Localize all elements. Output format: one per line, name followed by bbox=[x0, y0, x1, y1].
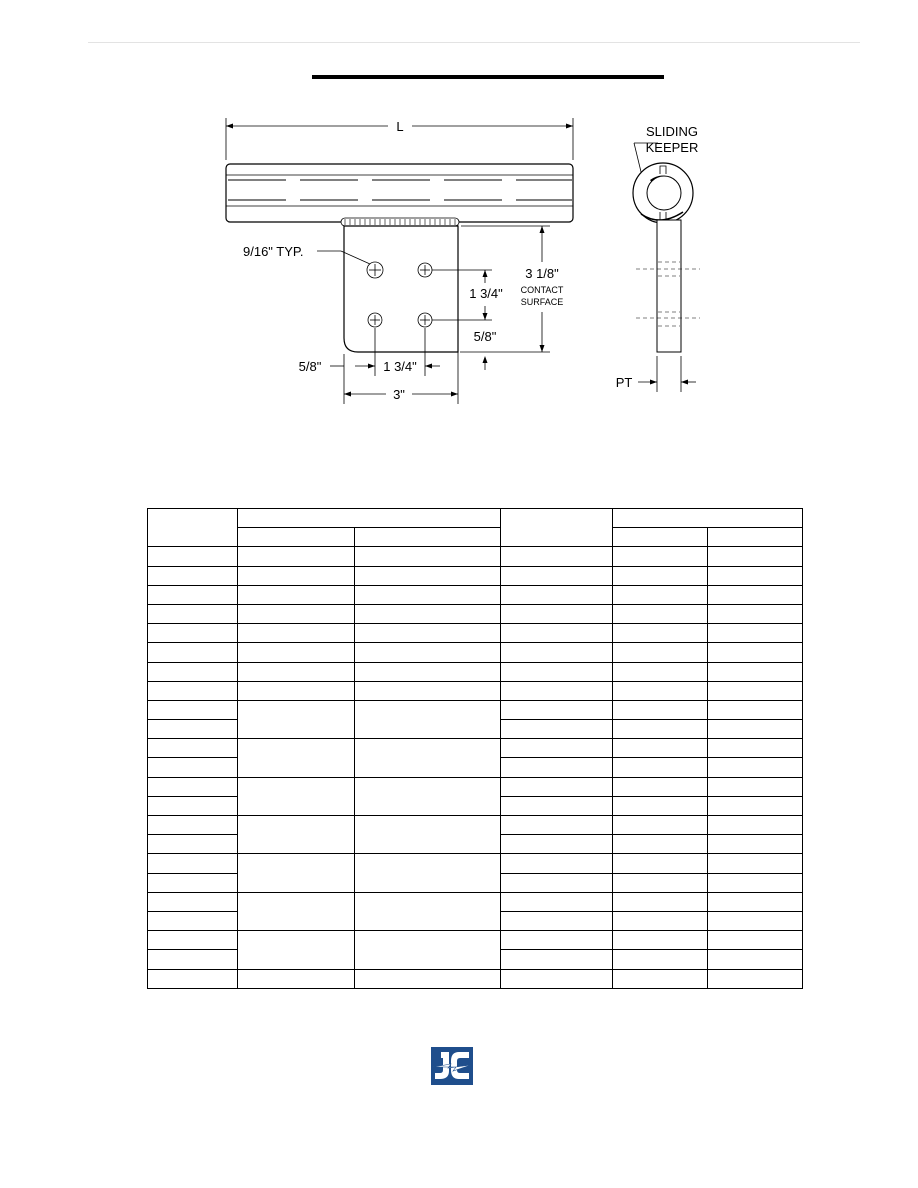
table-cell bbox=[708, 758, 803, 777]
table-cell bbox=[355, 777, 501, 815]
dimension-labels bbox=[243, 119, 698, 402]
table-cell bbox=[238, 969, 355, 989]
table-cell bbox=[613, 796, 708, 815]
table-cell bbox=[501, 854, 613, 873]
table-cell bbox=[355, 604, 501, 623]
table-cell bbox=[708, 662, 803, 681]
table-row bbox=[148, 547, 803, 566]
table-cell bbox=[613, 758, 708, 777]
table-cell bbox=[708, 739, 803, 758]
table-row bbox=[148, 624, 803, 643]
table-cell bbox=[708, 777, 803, 796]
table-cell bbox=[501, 720, 613, 739]
table-row bbox=[148, 643, 803, 662]
table-cell bbox=[355, 547, 501, 566]
table-cell bbox=[501, 892, 613, 911]
table-cell bbox=[501, 950, 613, 969]
table-cell bbox=[613, 739, 708, 758]
table-cell bbox=[501, 604, 613, 623]
spec-table-body bbox=[148, 509, 803, 989]
table-cell bbox=[708, 643, 803, 662]
table-cell bbox=[355, 816, 501, 854]
table-cell bbox=[148, 892, 238, 911]
table-cell bbox=[148, 566, 238, 585]
table-cell bbox=[708, 547, 803, 566]
table-cell bbox=[501, 873, 613, 892]
spec-table bbox=[147, 508, 803, 989]
table-cell bbox=[355, 969, 501, 989]
keeper-label-line1: SLIDING bbox=[645, 124, 699, 139]
bottom-offset-label: 5/8" bbox=[473, 329, 497, 344]
table-cell bbox=[613, 835, 708, 854]
table-cell bbox=[148, 604, 238, 623]
side-offset-label: 5/8" bbox=[298, 359, 322, 374]
table-cell bbox=[501, 969, 613, 989]
table-cell bbox=[148, 950, 238, 969]
table-cell bbox=[355, 700, 501, 738]
table-cell bbox=[501, 700, 613, 719]
bus-connector-drawing bbox=[0, 0, 918, 420]
table-cell bbox=[355, 662, 501, 681]
table-cell bbox=[355, 643, 501, 662]
table-cell bbox=[355, 739, 501, 777]
hole-size-label: 9/16" TYP. bbox=[243, 244, 304, 259]
table-cell bbox=[355, 681, 501, 700]
table-cell bbox=[238, 585, 355, 604]
table-cell bbox=[613, 931, 708, 950]
table-cell bbox=[148, 547, 238, 566]
table-cell bbox=[148, 835, 238, 854]
table-cell bbox=[501, 835, 613, 854]
table-cell bbox=[613, 720, 708, 739]
table-cell bbox=[501, 681, 613, 700]
table-row bbox=[148, 585, 803, 604]
table-cell bbox=[355, 854, 501, 892]
table-cell bbox=[613, 911, 708, 930]
table-cell bbox=[355, 566, 501, 585]
table-cell bbox=[148, 873, 238, 892]
table-cell bbox=[708, 950, 803, 969]
jc-logo bbox=[431, 1047, 473, 1085]
table-cell bbox=[501, 739, 613, 758]
side-view bbox=[633, 143, 700, 392]
contact-pad bbox=[344, 226, 458, 352]
table-row bbox=[148, 566, 803, 585]
table-cell bbox=[355, 624, 501, 643]
header-cell bbox=[238, 528, 355, 547]
table-row bbox=[148, 604, 803, 623]
table-cell bbox=[501, 777, 613, 796]
table-header-row bbox=[148, 509, 803, 528]
table-cell bbox=[613, 777, 708, 796]
table-cell bbox=[148, 681, 238, 700]
table-cell bbox=[613, 854, 708, 873]
horizontal-spacing-label: 1 3/4" bbox=[383, 359, 417, 374]
table-row bbox=[148, 931, 803, 950]
table-cell bbox=[238, 854, 355, 892]
header-cell bbox=[501, 509, 613, 547]
table-cell bbox=[501, 758, 613, 777]
table-cell bbox=[708, 720, 803, 739]
table-cell bbox=[613, 892, 708, 911]
table-cell bbox=[708, 566, 803, 585]
table-cell bbox=[238, 739, 355, 777]
header-cell bbox=[613, 509, 803, 528]
table-cell bbox=[501, 547, 613, 566]
header-cell bbox=[238, 509, 501, 528]
table-cell bbox=[613, 585, 708, 604]
table-cell bbox=[501, 931, 613, 950]
table-cell bbox=[238, 604, 355, 623]
table-cell bbox=[708, 585, 803, 604]
table-cell bbox=[238, 566, 355, 585]
table-cell bbox=[238, 547, 355, 566]
table-cell bbox=[238, 816, 355, 854]
table-cell bbox=[148, 911, 238, 930]
table-cell bbox=[708, 969, 803, 989]
connector-stem bbox=[657, 220, 681, 352]
table-cell bbox=[148, 796, 238, 815]
vertical-spacing-label: 1 3/4" bbox=[469, 286, 503, 301]
bus-bar bbox=[226, 164, 573, 222]
header-cell bbox=[708, 528, 803, 547]
contact-label-line1: CONTACT bbox=[520, 285, 564, 295]
table-cell bbox=[148, 700, 238, 719]
table-cell bbox=[148, 758, 238, 777]
table-row bbox=[148, 854, 803, 873]
table-cell bbox=[708, 700, 803, 719]
contact-label-line2: SURFACE bbox=[520, 297, 564, 307]
table-cell bbox=[613, 700, 708, 719]
table-cell bbox=[148, 720, 238, 739]
table-cell bbox=[238, 662, 355, 681]
contact-height-label: 3 1/8" bbox=[525, 266, 559, 281]
table-row bbox=[148, 777, 803, 796]
table-cell bbox=[501, 624, 613, 643]
table-cell bbox=[238, 700, 355, 738]
table-cell bbox=[501, 796, 613, 815]
table-cell bbox=[148, 662, 238, 681]
table-cell bbox=[708, 681, 803, 700]
table-row bbox=[148, 892, 803, 911]
table-cell bbox=[355, 931, 501, 969]
table-cell bbox=[708, 835, 803, 854]
header-cell bbox=[355, 528, 501, 547]
length-label: L bbox=[396, 119, 404, 134]
table-row bbox=[148, 700, 803, 719]
table-cell bbox=[148, 777, 238, 796]
keeper-label-line2: KEEPER bbox=[645, 140, 699, 155]
table-row bbox=[148, 681, 803, 700]
table-row bbox=[148, 662, 803, 681]
table-row bbox=[148, 969, 803, 989]
table-cell bbox=[708, 873, 803, 892]
table-cell bbox=[613, 604, 708, 623]
table-cell bbox=[613, 969, 708, 989]
table-cell bbox=[613, 547, 708, 566]
table-cell bbox=[613, 873, 708, 892]
table-cell bbox=[148, 585, 238, 604]
table-subheader-row bbox=[148, 528, 803, 547]
table-cell bbox=[708, 911, 803, 930]
table-cell bbox=[708, 624, 803, 643]
table-cell bbox=[501, 585, 613, 604]
pad-width-label: 3" bbox=[393, 387, 405, 402]
table-cell bbox=[613, 643, 708, 662]
table-cell bbox=[613, 681, 708, 700]
table-cell bbox=[238, 643, 355, 662]
table-cell bbox=[613, 662, 708, 681]
table-cell bbox=[238, 681, 355, 700]
table-cell bbox=[613, 566, 708, 585]
table-cell bbox=[355, 585, 501, 604]
table-cell bbox=[238, 624, 355, 643]
table-cell bbox=[708, 892, 803, 911]
weld-bead bbox=[341, 218, 459, 226]
table-cell bbox=[148, 931, 238, 950]
table-row bbox=[148, 739, 803, 758]
table-cell bbox=[501, 566, 613, 585]
header-cell bbox=[613, 528, 708, 547]
table-cell bbox=[501, 816, 613, 835]
thickness-label: PT bbox=[615, 375, 633, 390]
table-cell bbox=[148, 854, 238, 873]
table-cell bbox=[708, 931, 803, 950]
table-cell bbox=[148, 624, 238, 643]
table-cell bbox=[238, 892, 355, 930]
table-cell bbox=[708, 816, 803, 835]
table-cell bbox=[708, 854, 803, 873]
table-row bbox=[148, 816, 803, 835]
table-cell bbox=[148, 969, 238, 989]
table-cell bbox=[238, 931, 355, 969]
table-cell bbox=[613, 816, 708, 835]
table-cell bbox=[708, 604, 803, 623]
table-cell bbox=[613, 950, 708, 969]
table-cell bbox=[148, 739, 238, 758]
table-cell bbox=[613, 624, 708, 643]
table-cell bbox=[501, 643, 613, 662]
table-cell bbox=[501, 911, 613, 930]
table-cell bbox=[355, 892, 501, 930]
table-cell bbox=[148, 643, 238, 662]
table-cell bbox=[501, 662, 613, 681]
table-cell bbox=[148, 816, 238, 835]
table-cell bbox=[708, 796, 803, 815]
header-cell bbox=[148, 509, 238, 547]
table-cell bbox=[238, 777, 355, 815]
